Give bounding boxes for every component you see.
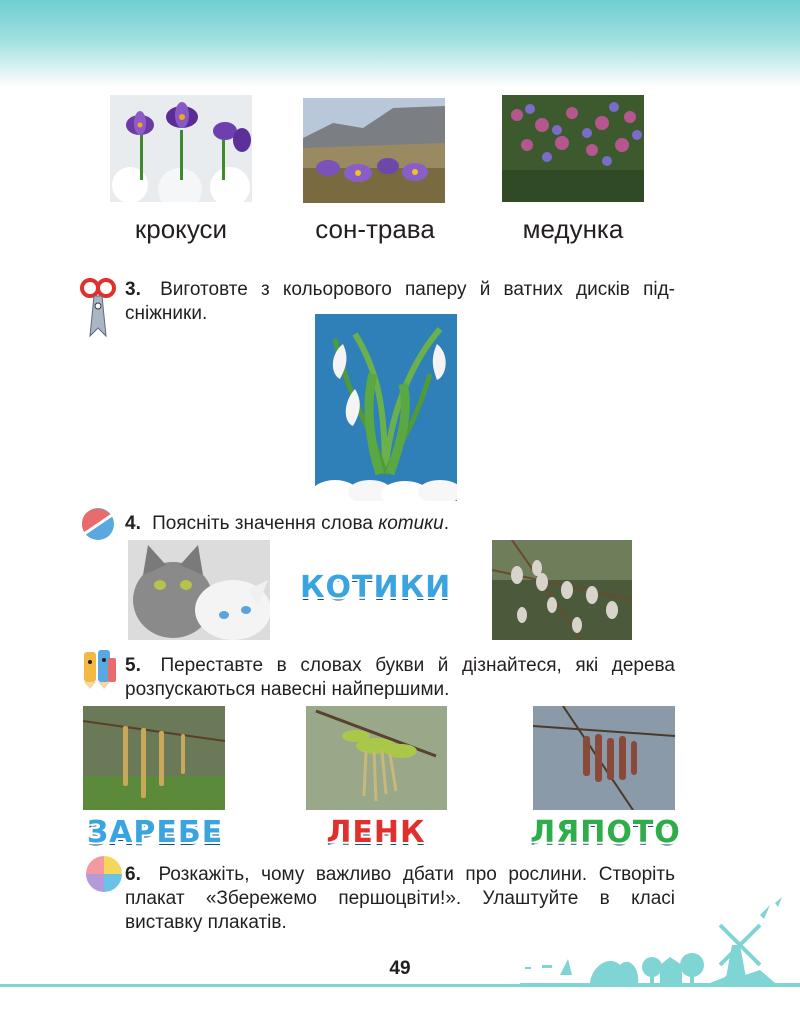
landscape-decoration [520, 895, 800, 987]
willow-catkins-photo [492, 540, 632, 640]
task-4-italic-word: котики [378, 513, 444, 534]
snowdrop-craft-photo [315, 314, 457, 501]
scissors-icon [80, 276, 116, 342]
task-5-number: 5. [125, 655, 141, 676]
task-5-text [125, 654, 675, 702]
pencils-icon [80, 648, 118, 690]
alder-catkins-photo [533, 706, 675, 810]
flower-caption-pasque: сон-трава [315, 214, 435, 244]
crocus-photo [110, 95, 252, 202]
pasque-flower-photo [303, 98, 445, 203]
maple-blossom-photo [306, 706, 447, 810]
footer-line [0, 984, 800, 987]
kittens-photo [128, 540, 270, 640]
scrambled-word-3: ЛЯПОТО [530, 815, 681, 850]
task-4-text-after: . [443, 513, 449, 534]
task-4-text [125, 512, 675, 536]
kotyky-word: КОТИКИ [300, 570, 452, 605]
task-6-number: 6. [125, 864, 141, 885]
header-band [0, 0, 800, 88]
task-4-instruction [146, 513, 449, 534]
scrambled-word-2: ЛЕНК [326, 815, 426, 850]
flower-caption-lungwort: медунка [522, 214, 624, 244]
task-5-instruction: Переставте в словах букви й дізнайтеся, які дерева розпускаються навесні найпершими. [125, 655, 675, 700]
flower-caption-crocus: крокуси [134, 214, 228, 244]
task-4-number: 4. [125, 513, 141, 534]
task-4-text-before: Поясніть значення слова [152, 513, 379, 534]
color-wheel-icon [84, 854, 124, 894]
birch-catkins-photo [83, 706, 225, 810]
pill-icon [78, 507, 118, 541]
task-3-number: 3. [125, 279, 141, 300]
page-number: 49 [389, 958, 411, 979]
task-6-instruction: Розкажіть, чому важливо дбати про рослини. Створіть плакат «Збережемо першоцвіти!». Улаштуйте в класі виставку плакатів. [125, 864, 675, 933]
scrambled-word-1: ЗАРЕБЕ [86, 815, 224, 850]
task-3-instruction: Виготовте з кольорового паперу й ватних дисків під-сніжники. [125, 279, 676, 324]
lungwort-photo [502, 95, 644, 202]
